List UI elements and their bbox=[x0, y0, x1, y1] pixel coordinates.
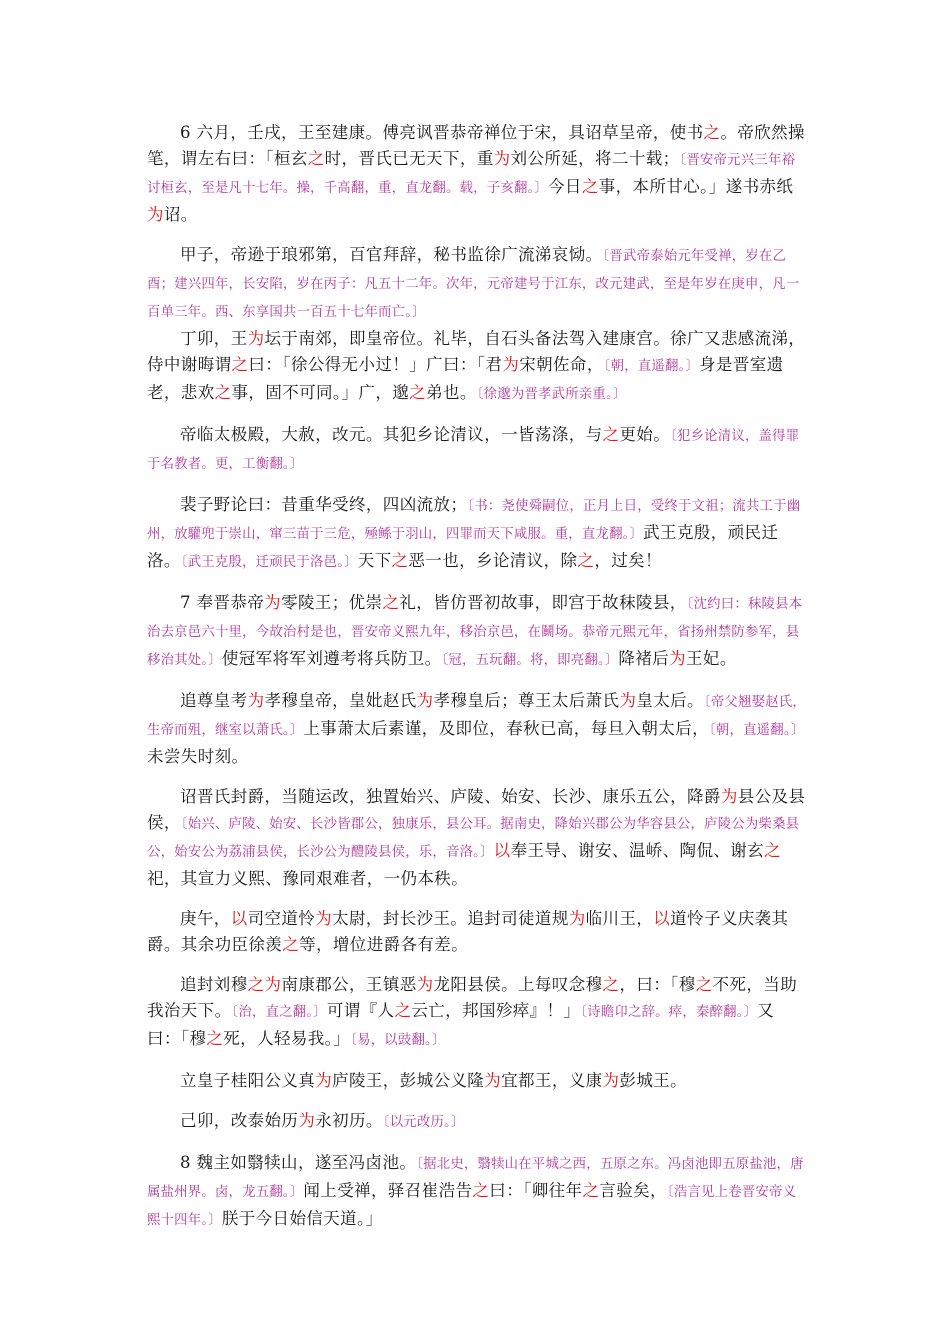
body-text: 追尊皇考 bbox=[180, 691, 248, 710]
highlighted-char: 之 bbox=[472, 1181, 490, 1200]
body-text: 诏。 bbox=[163, 205, 198, 224]
body-text: 龙阳县侯。上每叹念穆 bbox=[433, 975, 603, 994]
highlighted-char: 为 bbox=[264, 593, 282, 612]
body-text: 庐陵王，彭城公义隆 bbox=[332, 1071, 485, 1090]
annotation-note: 〔据北史，翳犊山在平城之西，五原之东。冯卤池即五原盐池，唐属盐州界。卤，龙五翻。〕 bbox=[147, 1157, 804, 1200]
highlighted-char: 为 bbox=[502, 355, 520, 374]
paragraph bbox=[147, 906, 807, 958]
body-text: 云亡，邦国殄瘁』！」 bbox=[411, 1001, 581, 1020]
body-text: ，过矣！ bbox=[594, 551, 662, 570]
highlighted-char: 为 bbox=[484, 1071, 502, 1090]
paragraph bbox=[147, 688, 807, 770]
annotation-note: 〔徐邈为晋孝武所亲重。〕 bbox=[476, 387, 627, 402]
body-text: 礼，皆仿晋初故事，即宫于故秣陵县， bbox=[399, 593, 687, 612]
body-text: 朕于今日始信天道。」 bbox=[221, 1209, 383, 1228]
annotation-note: 〔书：尧使舜嗣位，正月上日，受终于文祖；流共工于幽州，放驩兜于崇山，窜三苗于三危，殛鲧于羽山，四罪而天下咸服。重，直龙翻。〕 bbox=[147, 499, 801, 542]
annotation-note: 〔武王克殷，迁顽民于洛邑。〕 bbox=[180, 555, 358, 570]
body-text: 弟也。 bbox=[426, 383, 477, 402]
highlighted-char: 之 bbox=[394, 1001, 412, 1020]
highlighted-char: 为 bbox=[315, 909, 333, 928]
annotation-note: 〔朝，直遥翻。〕 bbox=[709, 723, 805, 738]
body-text: 闻上受禅，驿召崔浩告 bbox=[303, 1181, 473, 1200]
highlighted-char: 为 bbox=[147, 205, 164, 224]
paragraph bbox=[147, 1150, 807, 1234]
body-text: 皇太后。 bbox=[636, 691, 704, 710]
annotation-note: 〔以元改历。〕 bbox=[382, 1115, 465, 1130]
body-text: 宋朝佐命， bbox=[519, 355, 604, 374]
highlighted-char: 之 bbox=[391, 551, 409, 570]
paragraph bbox=[147, 972, 807, 1054]
body-text: 奉王导、谢安、温峤、陶侃、谢玄 bbox=[510, 841, 765, 860]
highlighted-char: 为 bbox=[669, 649, 687, 668]
body-text: 8 魏主如翳犊山，遂至冯卤池。 bbox=[180, 1153, 417, 1172]
body-text: 。帝欣然操笔，谓左右曰：「桓玄 bbox=[147, 123, 805, 168]
highlighted-char: 之 bbox=[695, 975, 713, 994]
body-text: 王妃。 bbox=[686, 649, 737, 668]
annotation-note: 〔浩言见上卷晋安帝义熙十四年。〕 bbox=[147, 1185, 797, 1228]
body-text: 南康郡公，王镇恶 bbox=[281, 975, 417, 994]
highlighted-char: 之 bbox=[282, 935, 300, 954]
body-text: 县公及县侯， bbox=[147, 787, 806, 832]
highlighted-char: 之 bbox=[409, 383, 427, 402]
body-text: 孝穆皇帝，皇妣赵氏 bbox=[264, 691, 417, 710]
body-text: 己卯，改泰始历 bbox=[180, 1111, 299, 1130]
highlighted-char: 之 bbox=[382, 593, 400, 612]
annotation-note: 〔治，直之翻。〕 bbox=[231, 1005, 327, 1020]
paragraph bbox=[147, 120, 807, 228]
paragraph bbox=[147, 492, 807, 576]
body-text: 裴子野论曰：昔重华受终，四凶流放； bbox=[180, 495, 468, 514]
paragraph bbox=[147, 1068, 807, 1094]
document-page bbox=[147, 120, 807, 1248]
annotation-note: 〔晋安帝元兴三年裕讨桓玄，至是凡十七年。操，千高翻，重，直龙翻。载，子亥翻。〕 bbox=[147, 153, 796, 196]
body-text: 诏晋氏封爵，当随运改，独置始兴、庐陵、始安、长沙、康乐五公，降爵 bbox=[180, 787, 721, 806]
body-text: 司空道怜 bbox=[247, 909, 316, 928]
paragraph bbox=[147, 590, 807, 674]
body-text: 曰：「卿往年 bbox=[489, 1181, 583, 1200]
annotation-note: 〔晋武帝泰始元年受禅，岁在乙酉；建兴四年，长安陷，岁在丙子：凡五十二年。次年，元帝建号于江东，改元建武，至是年岁在庚申，凡一百单三年。西、东享国共一百五十七年而亡。〕 bbox=[147, 249, 800, 320]
body-text: 今日 bbox=[548, 177, 582, 196]
highlighted-char: 以 bbox=[493, 841, 511, 860]
body-text: 彭城王。 bbox=[619, 1071, 688, 1090]
body-text: ，曰：「穆 bbox=[619, 975, 696, 994]
body-text: 使冠军将军刘遵考将兵防卫。 bbox=[221, 649, 442, 668]
body-text: 坛于南郊，即皇帝位。礼毕，自石头备法驾入建康宫。徐广又悲感流涕，侍中谢晦谓 bbox=[147, 329, 806, 374]
highlighted-char: 以 bbox=[230, 909, 248, 928]
paragraph bbox=[147, 1108, 807, 1136]
annotation-note: 〔易，以豉翻。〕 bbox=[350, 1033, 446, 1048]
paragraph bbox=[147, 326, 807, 408]
body-text: 天下 bbox=[357, 551, 392, 570]
body-text: 言验矣， bbox=[599, 1181, 667, 1200]
body-text: 宜都王，义康 bbox=[501, 1071, 603, 1090]
body-text: 事，本所甘心。」遂书赤纸 bbox=[598, 177, 794, 196]
body-text: 刘公所延，将二十载； bbox=[510, 149, 680, 168]
highlighted-char: 之 bbox=[206, 1029, 224, 1048]
highlighted-char: 为 bbox=[298, 1111, 316, 1130]
highlighted-char: 为 bbox=[568, 909, 586, 928]
body-text: 事，固不可同。」广，邈 bbox=[231, 383, 410, 402]
body-text: 更始。 bbox=[619, 425, 671, 444]
body-text: 恶一也，乡论清议，除 bbox=[408, 551, 578, 570]
highlighted-char: 之 bbox=[231, 355, 249, 374]
body-text: 降褚后 bbox=[618, 649, 670, 668]
highlighted-char: 以 bbox=[653, 909, 671, 928]
annotation-note: 〔诗瞻卬之辞。瘁，秦醉翻。〕 bbox=[580, 1005, 758, 1020]
paragraph bbox=[147, 242, 807, 326]
body-text: 上事萧太后素谨，及即位，春秋已高，每旦入朝太后， bbox=[303, 719, 709, 738]
body-text: 可谓『人 bbox=[326, 1001, 395, 1020]
body-text: 身是晋室遗老，悲欢 bbox=[147, 355, 784, 402]
paragraph bbox=[147, 784, 807, 892]
body-text: 未尝失时刻。 bbox=[147, 747, 249, 766]
annotation-note: 〔帝父翘娶赵氏，生帝而殂，继室以萧氏。〕 bbox=[147, 695, 806, 738]
body-text: 丁卯，王 bbox=[180, 329, 248, 348]
body-text: 永初历。 bbox=[315, 1111, 383, 1130]
annotation-note: 〔犯乡论清议，盖得罪于名教者。更，工衡翻。〕 bbox=[147, 429, 800, 472]
body-text: 等，增位进爵各有差。 bbox=[299, 935, 469, 954]
body-text: 孝穆皇后；尊王太后萧氏 bbox=[433, 691, 620, 710]
body-text: 又曰：「穆 bbox=[147, 1001, 775, 1048]
highlighted-char: 之为 bbox=[247, 975, 282, 994]
highlighted-char: 为 bbox=[720, 787, 738, 806]
highlighted-char: 之 bbox=[214, 383, 232, 402]
body-text: 不死，当助我治天下。 bbox=[147, 975, 798, 1020]
body-text: 太尉，封长沙王。追封司徒道规 bbox=[332, 909, 569, 928]
body-text: 死，人轻易我。」 bbox=[223, 1029, 351, 1048]
paragraph bbox=[147, 422, 807, 478]
highlighted-char: 为 bbox=[315, 1071, 333, 1090]
highlighted-char: 为 bbox=[493, 149, 511, 168]
body-text: 临川王， bbox=[585, 909, 654, 928]
body-text: 零陵王；优崇 bbox=[281, 593, 383, 612]
highlighted-char: 为 bbox=[416, 691, 434, 710]
highlighted-char: 为 bbox=[416, 975, 434, 994]
highlighted-char: 之 bbox=[764, 841, 781, 860]
body-text: 道怜子义庆袭其爵。其余功臣徐羡 bbox=[147, 909, 789, 954]
annotation-note: 〔沈约曰：秣陵县本治去京邑六十里，今故治村是也，晋安帝义熙九年，移治京邑，在鬭场。恭帝元熙元年，省扬州禁防参军，县移治其处。〕 bbox=[147, 597, 803, 668]
annotation-note: 〔始兴、庐陵、始安、长沙皆郡公，独康乐，县公耳。据南史，降始兴郡公为华容县公，庐陵公为柴桑县公，始安公为荔浦县侯，长沙公为醴陵县侯，乐，音洛。〕 bbox=[147, 817, 800, 860]
body-text: 立皇子桂阳公义真 bbox=[180, 1071, 316, 1090]
body-text: 时，晋氏已无天下，重 bbox=[324, 149, 494, 168]
highlighted-char: 之 bbox=[577, 551, 595, 570]
highlighted-char: 之 bbox=[703, 123, 721, 142]
annotation-note: 〔冠，五玩翻。将，即亮翻。〕 bbox=[441, 653, 619, 668]
body-text: 6 六月，壬戌，王至建康。傅亮讽晋恭帝禅位于宋，具诏草呈帝，使书 bbox=[180, 123, 704, 142]
body-text: 帝临太极殿，大赦，改元。其犯乡论清议，一皆荡涤，与 bbox=[180, 425, 603, 444]
body-text: 7 奉晋恭帝 bbox=[180, 593, 265, 612]
highlighted-char: 为 bbox=[247, 691, 265, 710]
body-text: 祀，其宣力义熙、豫同艰难者，一仍本秩。 bbox=[147, 869, 469, 888]
body-text: 庚午， bbox=[180, 909, 231, 928]
highlighted-char: 为 bbox=[247, 329, 265, 348]
highlighted-char: 为 bbox=[619, 691, 637, 710]
body-text: 曰：「徐公得无小过！」广曰：「君 bbox=[248, 355, 503, 374]
annotation-note: 〔朝，直遥翻。〕 bbox=[603, 359, 700, 374]
body-text: 武王克殷，顽民迁洛。 bbox=[147, 523, 779, 570]
body-text: 甲子，帝逊于琅邪第，百官拜辞，秘书监徐广流涕哀恸。 bbox=[180, 245, 603, 264]
body-text: 追封刘穆 bbox=[180, 975, 248, 994]
highlighted-char: 之 bbox=[581, 177, 599, 196]
highlighted-char: 之 bbox=[602, 975, 620, 994]
highlighted-char: 之 bbox=[602, 425, 620, 444]
highlighted-char: 之 bbox=[307, 149, 325, 168]
highlighted-char: 为 bbox=[602, 1071, 620, 1090]
highlighted-char: 之 bbox=[582, 1181, 600, 1200]
